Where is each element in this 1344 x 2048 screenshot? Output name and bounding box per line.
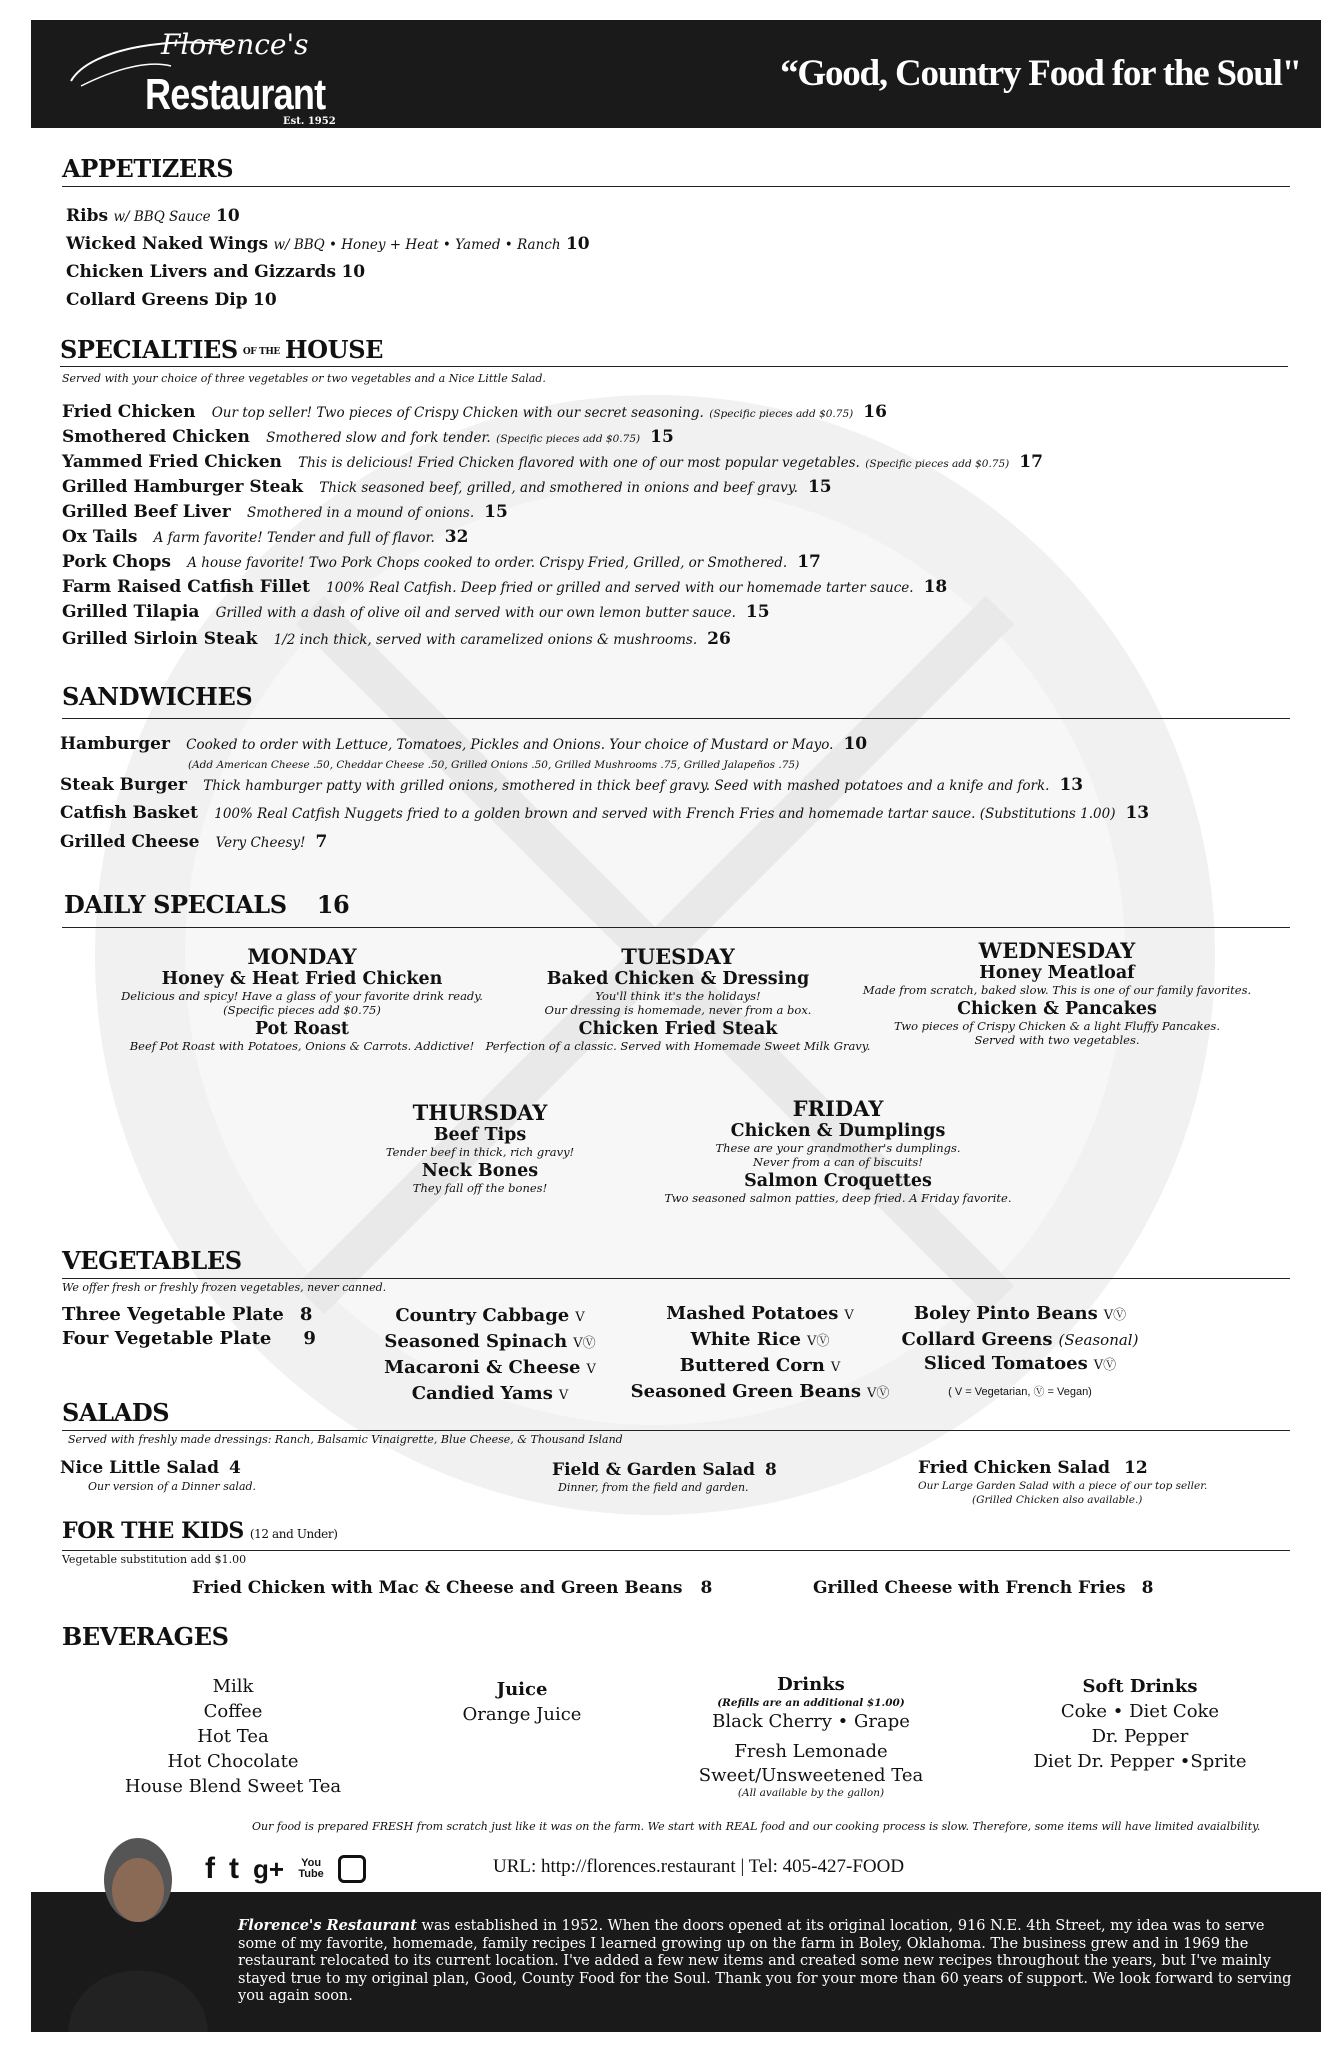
salad-item: Fried Chicken Salad 12: [918, 1458, 1148, 1478]
twitter-icon[interactable]: t: [229, 1852, 239, 1885]
vegetable-item: Boley Pinto Beans VⓋ: [913, 1303, 1127, 1324]
beverages-soft: Soft Drinks Coke • Diet Coke Dr. Pepper Diet Dr. Pepper •Sprite: [1033, 1676, 1247, 1772]
daily-specials-title: DAILY SPECIALS 16: [64, 890, 350, 919]
vegetables-col3: [631, 1302, 890, 1406]
salad-desc: Dinner, from the field and garden.: [558, 1481, 749, 1494]
daily-specials-rule: [62, 927, 1290, 928]
appetizer-item: Collard Greens Dip 10: [66, 290, 277, 310]
vegetable-plate: Four Vegetable Plate 9: [62, 1328, 316, 1349]
beverages-col1: Milk Coffee Hot Tea Hot Chocolate House Blend Sweet Tea: [124, 1676, 342, 1797]
vegetables-col2: [384, 1304, 596, 1408]
daily-thursday: THURSDAY Beef Tips Tender beef in thick, rich gravy! Neck Bones They fall off the bones!: [385, 1100, 575, 1195]
vegetable-item: Sliced Tomatoes VⓋ: [923, 1353, 1117, 1374]
beverages-title: BEVERAGES: [62, 1622, 229, 1651]
kids-item: Grilled Cheese with French Fries 8: [813, 1578, 1154, 1598]
sandwiches-title: SANDWICHES: [62, 682, 253, 711]
appetizers-rule: [62, 186, 1290, 187]
sandwich-item: Steak Burger Thick hamburger patty with grilled onions, smothered in thick beef gravy. Seed with mashed potatoes and a knife and fork. 13: [60, 775, 1084, 795]
kids-item: Fried Chicken with Mac & Cheese and Green Beans 8: [192, 1578, 713, 1598]
specialties-note: Served with your choice of three vegetables or two vegetables and a Nice Little Salad.: [62, 372, 546, 385]
specialty-item: Grilled Tilapia Grilled with a dash of olive oil and served with our own lemon butter sauce. 15: [62, 602, 770, 622]
salad-desc: Our version of a Dinner salad.: [88, 1480, 257, 1493]
about-paragraph: Florence's Restaurant was established in 1952. When the doors opened at its original location, 916 N.E. 4th Street, my idea was to serve some of my favorite, homemade, family recipes I learned growing up on the farm in Boley, Oklahoma. The business grew and in 1969 the restaurant relocated to its current location. I've added a few new items and created some new recipes throughout the years, but I've mainly stayed true to my original plan, Good, County Food for the Soul. Thank you for your more than 60 years of support. We look forward to serving you again soon.: [238, 1917, 1292, 2004]
vegetable-item: Country Cabbage V: [395, 1305, 585, 1326]
specialty-item: Grilled Hamburger Steak Thick seasoned beef, grilled, and smothered in onions and beef gravy. 15: [62, 477, 832, 497]
fresh-note: Our food is prepared FRESH from scratch just like it was on the farm. We start with REAL food and our cooking process is slow. Therefore, some items will have limited avaialbility.: [252, 1820, 1261, 1833]
vegetable-item: Seasoned Spinach VⓋ: [384, 1331, 596, 1352]
specialties-rule: [60, 366, 1288, 367]
google-plus-icon[interactable]: g+: [253, 1853, 285, 1884]
specialty-item: Farm Raised Catfish Fillet 100% Real Catfish. Deep fried or grilled and served with our homemade tarter sauce. 18: [62, 577, 948, 597]
youtube-icon[interactable]: You Tube: [298, 1857, 324, 1880]
specialty-item: Grilled Sirloin Steak 1/2 inch thick, served with caramelized onions & mushrooms. 26: [62, 629, 731, 649]
daily-tuesday: TUESDAY Baked Chicken & Dressing You'll think it's the holidays! Our dressing is homemade, never from a box. Chicken Fried Steak Perfection of a classic. Served with Homemade Sweet Milk Gravy.: [485, 944, 871, 1053]
vegetable-item: White Rice VⓋ: [690, 1329, 830, 1350]
vegetables-col4: [902, 1302, 1139, 1404]
vegetable-item: Macaroni & Cheese V: [384, 1357, 596, 1378]
specialties-title: SPECIALTIES OF THE HOUSE: [60, 335, 384, 364]
sandwich-item-addons: (Add American Cheese .50, Cheddar Cheese .50, Grilled Onions .50, Grilled Mushrooms .75, Grilled Jalapeños .75): [188, 759, 800, 771]
vegetable-plate: Three Vegetable Plate 8: [62, 1304, 313, 1325]
salad-desc-2: (Grilled Chicken also available.): [972, 1494, 1143, 1506]
instagram-icon[interactable]: [338, 1855, 366, 1883]
owner-photo: [58, 1820, 218, 2032]
kids-rule: [62, 1550, 1290, 1551]
salads-title: SALADS: [62, 1398, 170, 1427]
vegetable-item: Collard Greens (Seasonal): [901, 1329, 1139, 1350]
salads-note: Served with freshly made dressings: Ranch, Balsamic Vinaigrette, Blue Cheese, & Thousand Island: [68, 1433, 623, 1446]
kids-note: Vegetable substitution add $1.00: [62, 1553, 247, 1566]
vegetables-title: VEGETABLES: [62, 1246, 242, 1275]
social-links: [205, 1852, 366, 1886]
appetizer-item: Ribs w/ BBQ Sauce 10: [66, 206, 240, 226]
daily-wednesday: WEDNESDAY Honey Meatloaf Made from scratch, baked slow. This is one of our family favorites. Chicken & Pancakes Two pieces of Crispy Chicken & a light Fluffy Pancakes. Served with two vegetables.: [862, 938, 1252, 1047]
vegetables-legend: ( V = Vegetarian, Ⓥ = Vegan): [948, 1386, 1092, 1398]
specialty-item: Pork Chops A house favorite! Two Pork Chops cooked to order. Crispy Fried, Grilled, or Smothered. 17: [62, 552, 821, 572]
facebook-icon[interactable]: f: [205, 1852, 215, 1885]
appetizer-item: Wicked Naked Wings w/ BBQ • Honey + Heat • Yamed • Ranch 10: [66, 234, 590, 254]
logo-script: Florence's: [161, 28, 309, 61]
sandwich-item: Hamburger Cooked to order with Lettuce, Tomatoes, Pickles and Onions. Your choice of Mustard or Mayo. 10: [60, 734, 868, 754]
vegetables-note: We offer fresh or freshly frozen vegetables, never canned.: [62, 1281, 387, 1294]
salad-item: Nice Little Salad 4: [60, 1458, 241, 1478]
daily-monday: MONDAY Honey & Heat Fried Chicken Delicious and spicy! Have a glass of your favorite drink ready. (Specific pieces add $0.75) Pot Roast Beef Pot Roast with Potatoes, Onions & Carrots. Addictive!: [121, 944, 483, 1053]
logo-name: Restaurant: [145, 70, 326, 119]
daily-friday: FRIDAY Chicken & Dumplings These are your grandmother's dumplings. Never from a can of biscuits! Salmon Croquettes Two seasoned salmon patties, deep fried. A Friday favorite.: [664, 1096, 1012, 1205]
specialty-item: Ox Tails A farm favorite! Tender and full of flavor. 32: [62, 527, 469, 547]
appetizers-title: APPETIZERS: [62, 154, 234, 183]
appetizer-item: Chicken Livers and Gizzards 10: [66, 262, 366, 282]
specialty-item: Grilled Beef Liver Smothered in a mound of onions. 15: [62, 502, 508, 522]
salad-item: Field & Garden Salad 8: [552, 1460, 777, 1480]
kids-title: FOR THE KIDS (12 and Under): [62, 1518, 338, 1544]
header-banner: [31, 20, 1321, 128]
vegetables-rule: [62, 1278, 1290, 1279]
vegetable-item: Candied Yams V: [411, 1383, 569, 1404]
specialty-item: Yammed Fried Chicken This is delicious! Fried Chicken flavored with one of our most popular vegetables. (Specific pieces add $0.75) 17: [62, 452, 1043, 472]
sandwich-item: Grilled Cheese Very Cheesy! 7: [60, 832, 328, 852]
sandwich-item: Catfish Basket 100% Real Catfish Nuggets fried to a golden brown and served with French Fries and homemade tartar sauce. (Substitutions 1.00) 13: [60, 803, 1150, 823]
logo-est: Est. 1952: [283, 116, 336, 127]
specialty-item: Fried Chicken Our top seller! Two pieces of Crispy Chicken with our secret seasoning. (Specific pieces add $0.75) 16: [62, 402, 887, 422]
vegetable-item: Seasoned Green Beans VⓋ: [630, 1381, 890, 1402]
sandwiches-rule: [62, 718, 1290, 719]
salad-desc: Our Large Garden Salad with a piece of our top seller.: [918, 1480, 1208, 1492]
tagline: “Good, Country Food for the Soul": [780, 53, 1301, 94]
vegetable-item: Mashed Potatoes V: [666, 1303, 854, 1324]
salads-rule: [62, 1430, 1290, 1431]
specialty-item: Smothered Chicken Smothered slow and fork tender. (Specific pieces add $0.75) 15: [62, 427, 674, 447]
beverages-juice: Juice Orange Juice: [462, 1679, 582, 1725]
beverages-drinks: Drinks (Refills are an additional $1.00) Black Cherry • Grape Fresh Lemonade Sweet/Unsweetened Tea (All available by the gallon): [698, 1674, 924, 1799]
vegetable-item: Buttered Corn V: [679, 1355, 841, 1376]
contact-line: URL: http://florences.restaurant | Tel: 405-427-FOOD: [493, 1856, 905, 1877]
